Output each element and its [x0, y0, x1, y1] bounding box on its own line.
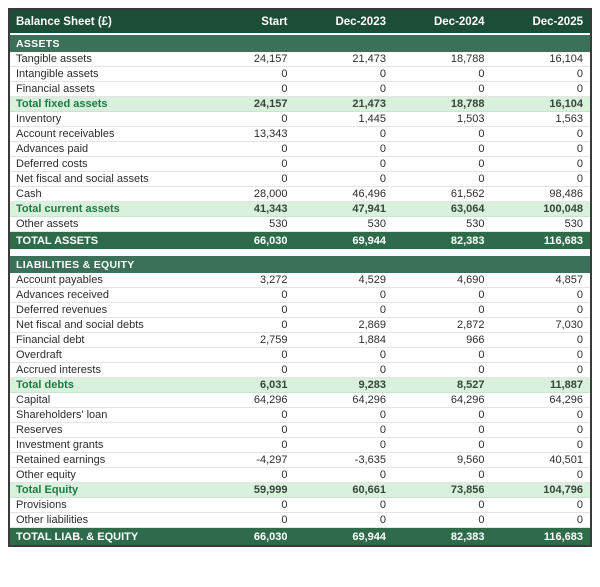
- cell-value: 13,343: [253, 128, 288, 140]
- table-row: [10, 348, 590, 363]
- cell-value: 0: [281, 469, 288, 481]
- cell-value: 0: [478, 469, 485, 481]
- row-label: Intangible assets: [16, 68, 99, 80]
- cell-value: 9,560: [456, 454, 485, 466]
- row-label: Net fiscal and social assets: [16, 173, 149, 185]
- cell-value: 1,884: [358, 334, 386, 346]
- cell-value: 0: [478, 409, 485, 421]
- table-row: [10, 157, 590, 172]
- table-row: [10, 528, 590, 545]
- row-label: Deferred costs: [16, 158, 88, 170]
- cell-value: 40,501: [549, 454, 583, 466]
- table-row: [10, 232, 590, 249]
- table-row: [10, 112, 590, 127]
- row-label: Total debts: [16, 379, 74, 391]
- table-header-row: [10, 10, 590, 35]
- table-row: [10, 217, 590, 232]
- cell-value: 0: [281, 143, 288, 155]
- row-label: Investment grants: [16, 439, 104, 451]
- row-label: Other equity: [16, 469, 76, 481]
- table-row: [10, 333, 590, 348]
- cell-value: 0: [379, 364, 386, 376]
- cell-value: 0: [478, 173, 485, 185]
- cell-value: 530: [367, 218, 386, 230]
- row-label: TOTAL ASSETS: [16, 234, 99, 247]
- cell-value: -4,297: [256, 454, 288, 466]
- cell-value: 0: [281, 158, 288, 170]
- cell-value: 0: [576, 143, 583, 155]
- section-header-label: LIABILITIES & EQUITY: [16, 258, 135, 271]
- table-row: [10, 172, 590, 187]
- cell-value: 0: [478, 364, 485, 376]
- cell-value: 82,383: [450, 234, 485, 247]
- cell-value: 0: [379, 349, 386, 361]
- cell-value: 0: [379, 83, 386, 95]
- balance-sheet-table: [8, 8, 592, 547]
- table-row: [10, 303, 590, 318]
- cell-value: 0: [576, 128, 583, 140]
- cell-value: 0: [576, 409, 583, 421]
- cell-value: 1,503: [456, 113, 485, 125]
- cell-value: 8,527: [456, 379, 485, 391]
- cell-value: 73,856: [450, 484, 485, 496]
- cell-value: 0: [478, 424, 485, 436]
- cell-value: 0: [478, 514, 485, 526]
- cell-value: 1,445: [358, 113, 386, 125]
- section-header-row: [10, 256, 590, 273]
- cell-value: 28,000: [253, 188, 288, 200]
- cell-value: 0: [281, 409, 288, 421]
- cell-value: 0: [281, 439, 288, 451]
- cell-value: 2,759: [259, 334, 288, 346]
- cell-value: 0: [379, 289, 386, 301]
- row-label: Other liabilities: [16, 514, 89, 526]
- cell-value: 0: [281, 68, 288, 80]
- cell-value: 0: [281, 349, 288, 361]
- cell-value: 9,283: [358, 379, 386, 391]
- table-row: [10, 483, 590, 498]
- cell-value: 0: [281, 364, 288, 376]
- cell-value: 69,944: [352, 530, 386, 543]
- cell-value: 47,941: [352, 203, 386, 215]
- cell-value: 0: [478, 289, 485, 301]
- cell-value: 1,563: [555, 113, 583, 125]
- cell-value: 116,683: [543, 530, 583, 543]
- cell-value: 530: [269, 218, 288, 230]
- cell-value: 64,296: [549, 394, 583, 406]
- cell-value: 0: [576, 364, 583, 376]
- cell-value: 0: [576, 349, 583, 361]
- row-label: Provisions: [16, 499, 67, 511]
- cell-value: 2,872: [456, 319, 485, 331]
- cell-value: 59,999: [253, 484, 288, 496]
- table-row: [10, 378, 590, 393]
- cell-value: 0: [478, 158, 485, 170]
- cell-value: 0: [281, 499, 288, 511]
- cell-value: 6,031: [259, 379, 288, 391]
- cell-value: 0: [281, 319, 288, 331]
- table-title: Balance Sheet (£): [16, 15, 112, 28]
- cell-value: 0: [478, 499, 485, 511]
- cell-value: 0: [576, 289, 583, 301]
- cell-value: 0: [379, 424, 386, 436]
- cell-value: 0: [576, 158, 583, 170]
- row-label: TOTAL LIAB. & EQUITY: [16, 530, 139, 543]
- table-row: [10, 202, 590, 217]
- cell-value: 0: [576, 514, 583, 526]
- table-row: [10, 318, 590, 333]
- cell-value: 18,788: [450, 53, 485, 65]
- row-label: Reserves: [16, 424, 63, 436]
- cell-value: 0: [379, 68, 386, 80]
- cell-value: 0: [379, 158, 386, 170]
- cell-value: 0: [379, 439, 386, 451]
- cell-value: 3,272: [259, 274, 288, 286]
- table-row: [10, 187, 590, 202]
- cell-value: 66,030: [253, 234, 288, 247]
- row-label: Accrued interests: [16, 364, 101, 376]
- row-label: Total current assets: [16, 203, 120, 215]
- cell-value: 66,030: [253, 530, 288, 543]
- cell-value: 0: [379, 514, 386, 526]
- cell-value: 0: [379, 173, 386, 185]
- cell-value: 18,788: [450, 98, 485, 110]
- cell-value: 0: [478, 128, 485, 140]
- row-label: Tangible assets: [16, 53, 92, 65]
- cell-value: 100,048: [543, 203, 583, 215]
- cell-value: 530: [564, 218, 583, 230]
- cell-value: 530: [466, 218, 485, 230]
- cell-value: 24,157: [253, 53, 288, 65]
- cell-value: 0: [281, 424, 288, 436]
- table-row: [10, 393, 590, 408]
- section-header-label: ASSETS: [16, 37, 60, 50]
- cell-value: 0: [379, 409, 386, 421]
- cell-value: 16,104: [549, 53, 583, 65]
- cell-value: 0: [281, 514, 288, 526]
- cell-value: 0: [478, 143, 485, 155]
- cell-value: 0: [576, 68, 583, 80]
- row-label: Net fiscal and social debts: [16, 319, 144, 331]
- cell-value: 4,529: [358, 274, 386, 286]
- row-label: Advances received: [16, 289, 109, 301]
- cell-value: 0: [576, 469, 583, 481]
- cell-value: 2,869: [358, 319, 386, 331]
- row-label: Financial assets: [16, 83, 95, 95]
- cell-value: 46,496: [352, 188, 386, 200]
- table-row: [10, 142, 590, 157]
- cell-value: 0: [281, 173, 288, 185]
- cell-value: 0: [576, 83, 583, 95]
- row-label: Shareholders' loan: [16, 409, 108, 421]
- table-row: [10, 513, 590, 528]
- column-header-dec-2024: Dec-2024: [433, 15, 485, 28]
- cell-value: 11,887: [549, 379, 583, 391]
- column-header-dec-2023: Dec-2023: [335, 15, 386, 28]
- cell-value: 0: [379, 128, 386, 140]
- table-row: [10, 67, 590, 82]
- row-label: Account payables: [16, 274, 103, 286]
- cell-value: 0: [576, 424, 583, 436]
- cell-value: 116,683: [543, 234, 583, 247]
- table-row: [10, 498, 590, 513]
- cell-value: 0: [576, 173, 583, 185]
- table-row: [10, 408, 590, 423]
- row-label: Total fixed assets: [16, 98, 108, 110]
- cell-value: 24,157: [253, 98, 288, 110]
- cell-value: 0: [576, 439, 583, 451]
- cell-value: 0: [576, 334, 583, 346]
- row-label: Cash: [16, 188, 42, 200]
- cell-value: 0: [478, 304, 485, 316]
- cell-value: 0: [576, 304, 583, 316]
- cell-value: 0: [478, 439, 485, 451]
- table-row: [10, 82, 590, 97]
- cell-value: 7,030: [555, 319, 583, 331]
- cell-value: 60,661: [352, 484, 386, 496]
- cell-value: 104,796: [543, 484, 583, 496]
- table-row: [10, 363, 590, 378]
- table-row: [10, 273, 590, 288]
- column-header-start: Start: [261, 15, 288, 28]
- cell-value: 0: [478, 83, 485, 95]
- cell-value: 69,944: [352, 234, 386, 247]
- cell-value: 4,690: [456, 274, 485, 286]
- cell-value: 21,473: [352, 53, 386, 65]
- cell-value: 0: [478, 68, 485, 80]
- table-row: [10, 438, 590, 453]
- row-label: Total Equity: [16, 484, 79, 496]
- row-label: Capital: [16, 394, 51, 406]
- cell-value: 0: [379, 499, 386, 511]
- cell-value: 63,064: [450, 203, 485, 215]
- cell-value: 0: [576, 499, 583, 511]
- table-row: [10, 97, 590, 112]
- cell-value: 0: [281, 83, 288, 95]
- row-label: Retained earnings: [16, 454, 106, 466]
- table-row: [10, 52, 590, 67]
- cell-value: 64,296: [352, 394, 386, 406]
- cell-value: 64,296: [450, 394, 485, 406]
- cell-value: 0: [478, 349, 485, 361]
- cell-value: 16,104: [549, 98, 583, 110]
- cell-value: 0: [281, 113, 288, 125]
- column-header-dec-2025: Dec-2025: [532, 15, 583, 28]
- row-label: Deferred revenues: [16, 304, 108, 316]
- cell-value: 41,343: [253, 203, 288, 215]
- cell-value: 0: [379, 304, 386, 316]
- table-row: [10, 423, 590, 438]
- cell-value: 98,486: [549, 188, 583, 200]
- cell-value: 0: [281, 304, 288, 316]
- row-label: Overdraft: [16, 349, 62, 361]
- table-row: [10, 468, 590, 483]
- row-label: Advances paid: [16, 143, 89, 155]
- row-label: Inventory: [16, 113, 62, 125]
- cell-value: 0: [281, 289, 288, 301]
- table-row: [10, 127, 590, 142]
- cell-value: 64,296: [253, 394, 288, 406]
- section-spacer: [10, 249, 590, 256]
- table-body: [10, 35, 590, 545]
- cell-value: 0: [379, 143, 386, 155]
- table-row: [10, 288, 590, 303]
- cell-value: 21,473: [352, 98, 386, 110]
- row-label: Other assets: [16, 218, 79, 230]
- cell-value: 4,857: [555, 274, 583, 286]
- section-header-row: [10, 35, 590, 52]
- cell-value: 966: [466, 334, 485, 346]
- row-label: Account receivables: [16, 128, 115, 140]
- cell-value: 0: [379, 469, 386, 481]
- row-label: Financial debt: [16, 334, 85, 346]
- table-row: [10, 453, 590, 468]
- cell-value: 82,383: [450, 530, 485, 543]
- cell-value: 61,562: [450, 188, 485, 200]
- cell-value: -3,635: [354, 454, 386, 466]
